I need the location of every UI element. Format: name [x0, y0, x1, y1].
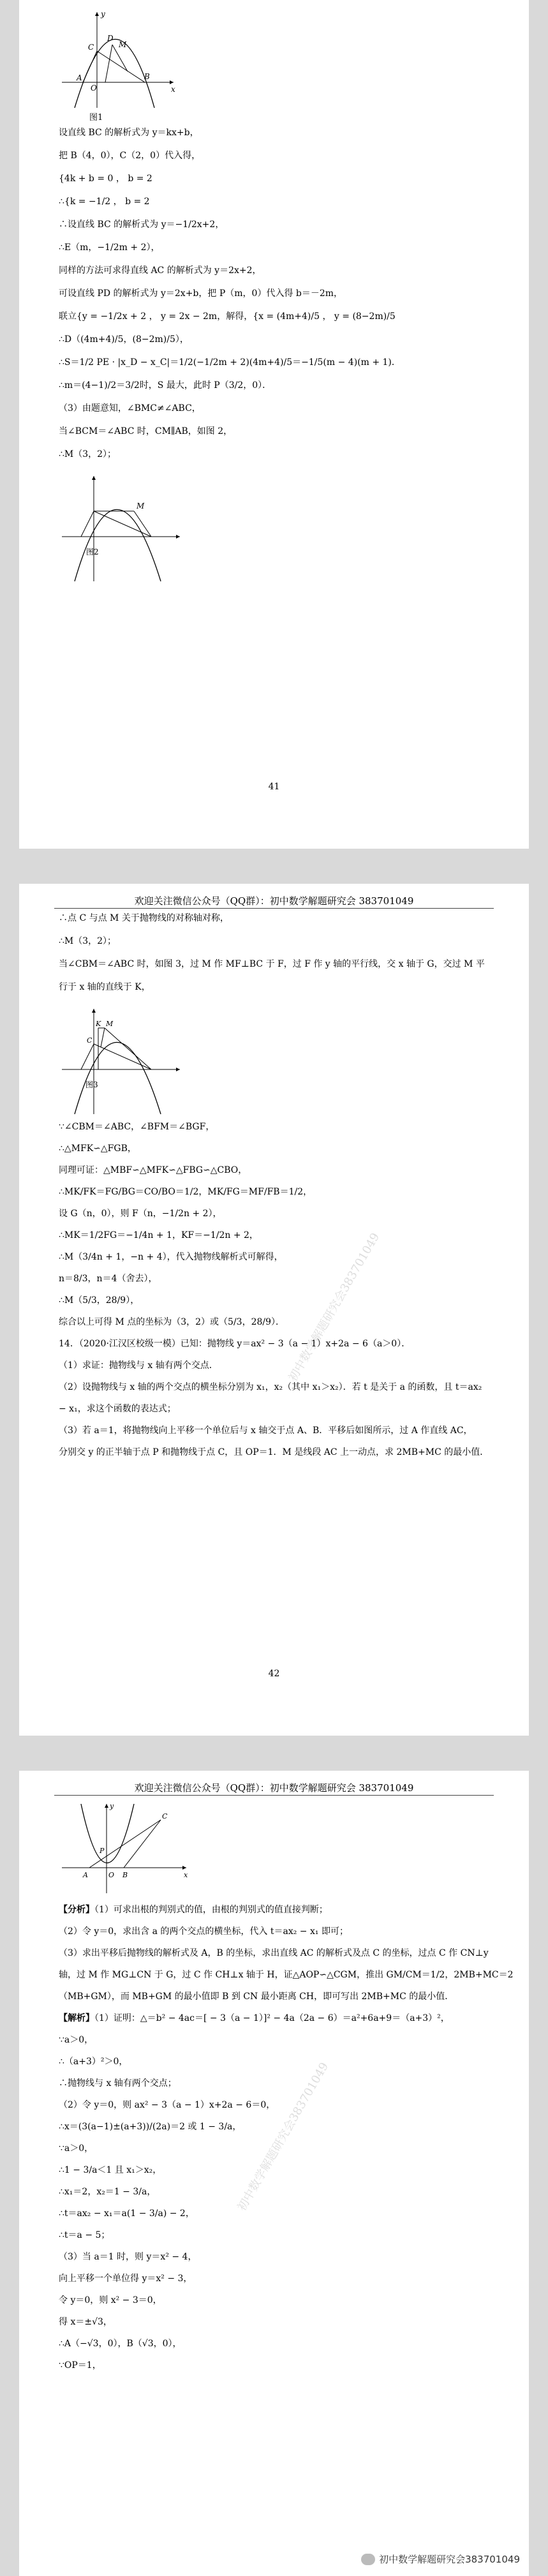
text-line: 当∠CBM＝∠ABC 时，如图 3，过 M 作 MF⊥BC 于 F，过 F 作 y 轴的平行线，交 x 轴于 G，交过 M 平	[59, 959, 485, 969]
text-line-body: （2）令 y＝0，求出含 a 的两个交点的横坐标，代入 t＝ax₂ − x₁ 即可；	[59, 1926, 348, 1937]
fig2-m-label: M	[137, 502, 145, 510]
text-line: 当∠BCM＝∠ABC 时，CM∥AB，如图 2，	[59, 426, 233, 436]
text-line-body: （MB+GM），而 MB+GM 的最小值即 B 到 CN 最小距离 CH，即可写出 2MB+MC 的最小值．	[59, 1992, 454, 2002]
section-tag: 【解析】	[59, 2013, 94, 2023]
text-line	[59, 2296, 489, 2305]
page-2-header: 欢迎关注微信公众号（QQ群）：初中数学解题研究会 383701049	[54, 884, 494, 909]
fig4-p-label: P	[100, 1847, 105, 1855]
text-line	[59, 2122, 489, 2131]
text-line	[59, 1949, 489, 1958]
fig1-c-label: C	[88, 43, 94, 52]
text-line: 同样的方法可求得直线 AC 的解析式为 y＝2x+2，	[59, 265, 262, 276]
text-line	[59, 1905, 489, 1914]
text-line	[59, 2252, 489, 2261]
text-line: n＝8/3，n＝4（舍去），	[59, 1274, 158, 1284]
text-line-body: 令 y＝0，则 x² − 3＝0，	[59, 2295, 162, 2305]
fig4-a-label: A	[83, 1871, 88, 1879]
text-line	[59, 1970, 514, 1980]
text-line	[59, 2101, 489, 2110]
figure-2	[59, 473, 186, 584]
text-line: （3）若 a＝1，将抛物线向上平移一个单位后与 x 轴交于点 A、B．平移后如图所示，过 A 作直线 AC，	[59, 1426, 473, 1436]
text-line-body: （3）求出平移后抛物线的解析式及 A，B 的坐标，求出直线 AC 的解析式及点 C 的坐标，过点 C 作 CN⊥y	[59, 1948, 489, 1958]
text-line: 设直线 BC 的解析式为 y＝kx+b，	[59, 128, 199, 138]
text-line-body: 得 x＝±√3，	[59, 2317, 112, 2327]
text-line: ∴MK/FK＝FG/BG＝CO/BO＝1/2，MK/FG＝MF/FB＝1/2，	[59, 1187, 313, 1197]
page-1	[19, 0, 529, 849]
text-line-body: （3）当 a＝1 时，则 y＝x² − 4，	[59, 2252, 197, 2262]
text-line-body: ∴（a+3）²＞0，	[59, 2057, 128, 2067]
text-line: 把 B（4，0），C（2，0）代入得，	[59, 151, 201, 161]
page-1-number: 41	[268, 782, 280, 792]
figure-4	[59, 1801, 193, 1896]
text-line	[59, 2339, 489, 2348]
text-line: 设 G（n，0），则 F（n，−1/2n + 2），	[59, 1209, 222, 1219]
page-2-watermark: 初中数学解题研究会383701049	[286, 1230, 383, 1384]
page-2	[19, 884, 529, 1736]
text-line: 行于 x 轴的直线于 K，	[59, 982, 151, 992]
text-line	[59, 2209, 489, 2218]
page-3-content	[19, 1796, 529, 2370]
text-line: ∴M（5/3，28/9），	[59, 1295, 140, 1306]
wechat-icon	[361, 2554, 375, 2565]
text-line: ∴D（(4m+4)/5，(8−2m)/5），	[59, 334, 189, 345]
fig4-o-label: O	[108, 1871, 115, 1879]
fig1-y-label: y	[101, 10, 105, 19]
page-3-watermark: 初中数学解题研究会383701049	[235, 2060, 332, 2214]
text-line	[59, 2361, 489, 2370]
figure-1-caption: 图1	[89, 113, 103, 123]
text-line	[59, 2057, 489, 2066]
fig3-k-label: K	[96, 1020, 101, 1028]
text-line	[59, 2079, 489, 2088]
fig3-c-label: C	[87, 1036, 93, 1045]
footer-brand-text: 初中数学解题研究会383701049	[379, 2554, 520, 2565]
text-line: 可设直线 PD 的解析式为 y＝2x+b，把 P（m，0）代入得 b＝－2m，	[59, 288, 343, 299]
page-2-number: 42	[268, 1669, 280, 1679]
text-line: ∴△MFK∽△FGB，	[59, 1143, 137, 1154]
page-1-content	[19, 0, 529, 584]
text-line: ∴点 C 与点 M 关于抛物线的对称轴对称，	[59, 913, 229, 923]
text-line: {4k + b = 0 ， b = 2	[59, 174, 152, 184]
text-line: （2）设抛物线与 x 轴的两个交点的横坐标分别为 x₁，x₂（其中 x₁＞x₂）．若 t 是关于 a 的函数，且 t＝ax₂	[59, 1382, 482, 1392]
page-2-text-a	[59, 914, 489, 992]
page-3-header: 欢迎关注微信公众号（QQ群）：初中数学解题研究会 383701049	[54, 1771, 494, 1796]
fig4-b-label: B	[122, 1871, 128, 1879]
text-line-body: ∴1 − 3/a＜1 且 x₁＞x₂，	[59, 2165, 162, 2175]
text-line: ∴{k = −1/2 ， b = 2	[59, 197, 150, 207]
text-line: ∴m＝(4−1)/2＝3/2时，S 最大，此时 P（3/2，0）．	[59, 380, 272, 391]
text-line: 综合以上可得 M 点的坐标为（3，2）或（5/3，28/9）．	[59, 1317, 285, 1327]
text-line: 14．（2020·江汉区校级一模）已知：抛物线 y＝ax² − 3（a − 1）x+2a − 6（a＞0）．	[59, 1339, 411, 1349]
figure-1	[59, 9, 180, 111]
fig4-c-label: C	[162, 1812, 168, 1820]
text-line	[59, 2318, 489, 2327]
text-line-body: 轴，过 M 作 MG⊥CN 于 G，过 C 作 CH⊥x 轴于 H，证△AOP∽△CGM，推出 GM/CM＝1/2，2MB+MC＝2	[59, 1970, 514, 1980]
text-line: ∴S＝1/2 PE · |x_D − x_C|＝1/2(−1/2m + 2)(4m+4)/5＝−1/5(m − 4)(m + 1)．	[59, 357, 401, 368]
fig1-d-label: D	[107, 34, 114, 43]
text-line-body: ∴x＝(3(a−1)±(a+3))/(2a)＝2 或 1 − 3/a，	[59, 2122, 242, 2132]
text-line	[59, 2187, 489, 2196]
text-line	[59, 2014, 489, 2023]
fig4-y-label: y	[110, 1802, 114, 1810]
text-line: ∴设直线 BC 的解析式为 y＝−1/2x+2，	[59, 220, 225, 230]
text-line	[59, 2231, 489, 2240]
text-line: ∵∠CBM＝∠ABC，∠BFM＝∠BGF，	[59, 1122, 215, 1132]
text-line-body: ∴抛物线与 x 轴有两个交点；	[59, 2078, 177, 2088]
text-line: ∴M（3，2）；	[59, 936, 117, 946]
text-line: （3）由题意知，∠BMC≠∠ABC，	[59, 403, 201, 413]
page-2-content	[19, 909, 529, 1457]
fig2-caption: 图2	[86, 547, 99, 556]
page-1-text	[59, 128, 489, 459]
text-line	[59, 2274, 489, 2283]
text-line-body: ∴A（−√3，0），B（√3，0），	[59, 2339, 182, 2349]
footer-brand	[361, 2552, 520, 2566]
text-line	[59, 2036, 489, 2044]
text-line: ∴M（3/4n + 1，−n + 4），代入抛物线解析式可解得，	[59, 1252, 283, 1262]
text-line: 联立{y = −1/2x + 2 ， y = 2x − 2m，解得，{x = (4m+4)/5 ， y = (8−2m)/5	[59, 311, 396, 322]
fig1-o-label: O	[91, 84, 97, 93]
text-line-body: ∵a＞0，	[59, 2143, 94, 2154]
text-line-body: ∴t＝a − 5；	[59, 2230, 110, 2240]
text-line	[59, 1992, 489, 2001]
fig4-x-label: x	[184, 1871, 188, 1879]
fig1-x-label: x	[171, 85, 175, 94]
text-line-body: ∵OP＝1，	[59, 2360, 101, 2371]
text-line-body: （1）可求出根的判别式的值，由根的判别式的值直接判断；	[94, 1905, 328, 1915]
text-line: 同理可证：△MBF∽△MFK∽△FBG∽△CBO，	[59, 1165, 248, 1175]
text-line-body: 向上平移一个单位得 y＝x² − 3，	[59, 2274, 193, 2284]
figure-3	[59, 1006, 186, 1117]
fig3-caption: 图3	[85, 1080, 98, 1089]
text-line: ∴MK＝1/2FG＝−1/4n + 1，KF＝−1/2n + 2，	[59, 1230, 258, 1240]
text-line-body: ∵a＞0，	[59, 2035, 94, 2045]
text-line-body: （1）证明：△＝b² − 4ac＝[ − 3（a − 1）]² − 4a（2a − 6）＝a²+6a+9＝（a+3）²，	[94, 2013, 450, 2023]
text-line: （1）求证：抛物线与 x 轴有两个交点．	[59, 1360, 218, 1371]
text-line: − x₁，求这个函数的表达式；	[59, 1404, 176, 1414]
text-line: 分别交 y 的正半轴于点 P 和抛物线于点 C，且 OP＝1．M 是线段 AC 上一动点，求 2MB+MC 的最小值．	[59, 1447, 489, 1457]
fig1-b-label: B	[144, 72, 150, 81]
section-tag: 【分析】	[59, 1905, 94, 1915]
page-2-text-b	[59, 1122, 489, 1457]
fig3-m-label: M	[106, 1020, 114, 1028]
text-line	[59, 1927, 489, 1936]
fig1-a-label: A	[77, 73, 82, 82]
text-line-body: ∴t＝ax₂ − x₁＝a(1 − 3/a) − 2，	[59, 2208, 195, 2219]
text-line: ∴E（m，−1/2m + 2），	[59, 242, 160, 253]
text-line: ∴M（3，2）；	[59, 449, 117, 459]
page-3	[19, 1771, 529, 2576]
text-line-body: ∴x₁＝2，x₂＝1 − 3/a，	[59, 2187, 156, 2197]
text-line-body: （2）令 y＝0，则 ax² − 3（a − 1）x+2a − 6＝0，	[59, 2100, 276, 2110]
fig1-m-label: M	[119, 40, 127, 49]
